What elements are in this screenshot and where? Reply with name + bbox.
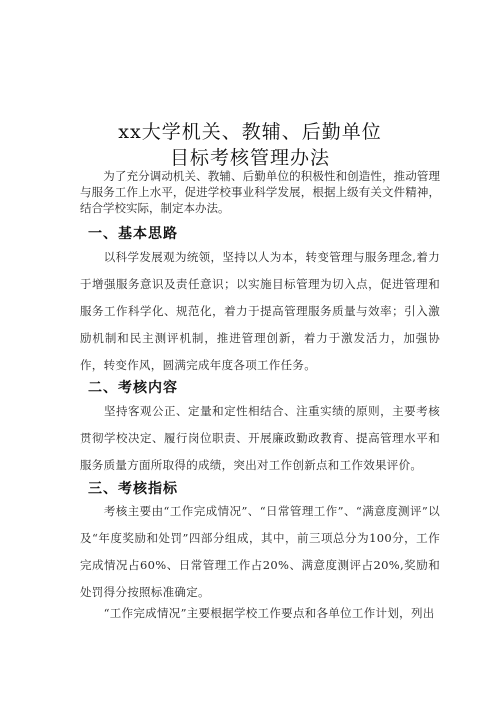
intro-paragraph: 为了充分调动机关、教辅、后勤单位的积极性和创造性，推动管理与服务工作上水平，促进学校事业科学发展，根据上级有关文件精神，结合学校实际，制定本办法。 [80,169,440,215]
document-title-line2: 目标考核管理办法 [169,147,330,169]
section-heading-assessment-indicators: 三、考核指标 [88,481,178,497]
section-heading-assessment-content: 二、考核内容 [88,380,178,396]
section-heading-basic-approach: 一、基本思路 [88,226,178,242]
section-body-assessment-indicators: 考核主要由“工作完成情况”、“日常管理工作”、“满意度测评”以及“年度奖励和处罚”四部分组成，其中，前三项总分为100分，工作完成情况占60%、日常管理工作占20%、满意度测评占20%,奖励和处罚得分按照标准确定。 [80,504,440,599]
document-title-line1: xx大学机关、教辅、后勤单位 [118,121,382,143]
section-body-basic-approach: 以科学发展观为统领，坚持以人为本，转变管理与服务理念,着力于增强服务意识及责任意识；以实施目标管理为切入点，促进管理和服务工作科学化、规范化，着力于提高管理服务质量与效率；引入激励机制和民主测评机制，推进管理创新，着力于激发活力，加强协作，转变作风，圆满完成年度各项工作任务。 [80,250,440,372]
section-body-work-completion: “工作完成情况”主要根据学校工作要点和各单位工作计划，列出 [80,606,435,620]
section-body-assessment-content: 坚持客观公正、定量和定性相结合、注重实绩的原则，主要考核贯彻学校决定、履行岗位职责、开展廉政勤政教育、提高管理水平和服务质量方面所取得的成绩，突出对工作创新点和工作效果评价。 [80,404,440,472]
